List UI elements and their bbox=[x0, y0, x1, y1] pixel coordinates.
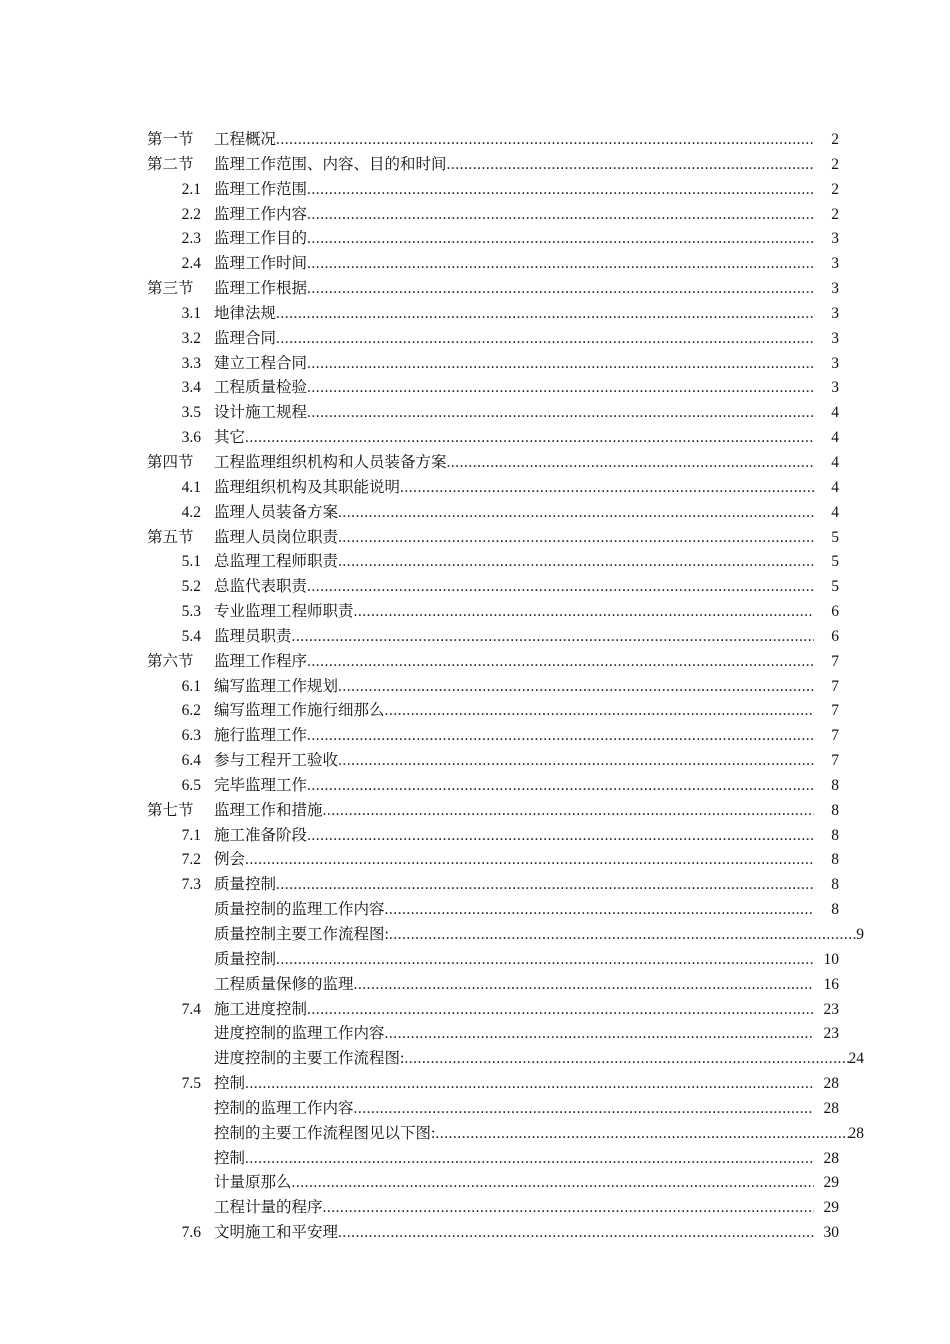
toc-entry-page: 3 bbox=[831, 379, 839, 397]
dot-leader bbox=[307, 401, 814, 426]
toc-entry[interactable] bbox=[147, 277, 867, 302]
toc-entry-title: 总监代表职责 bbox=[214, 578, 308, 596]
dot-leader bbox=[307, 178, 814, 203]
dot-leader bbox=[338, 675, 814, 700]
toc-entry-title: 监理工作根据 bbox=[214, 280, 308, 298]
toc-entry-page: 28 bbox=[823, 1099, 839, 1117]
toc-entry-title: 控制 bbox=[214, 1149, 246, 1167]
toc-entry-number: 第二节 bbox=[147, 155, 194, 173]
toc-entry[interactable] bbox=[147, 699, 867, 724]
toc-entry-page: 7 bbox=[831, 702, 839, 720]
toc-entry-page: 9 bbox=[856, 926, 864, 943]
toc-entry-page: 4 bbox=[831, 503, 839, 521]
dot-leader bbox=[404, 1047, 848, 1072]
toc-entry-number: 第三节 bbox=[147, 280, 194, 298]
dot-leader bbox=[385, 898, 814, 923]
toc-entry-page: 2 bbox=[831, 155, 839, 173]
toc-entry-number: 7.1 bbox=[181, 826, 201, 844]
dot-leader bbox=[276, 948, 814, 973]
toc-entry[interactable] bbox=[147, 327, 867, 352]
dot-leader bbox=[307, 227, 814, 252]
toc-entry-number: 5.3 bbox=[181, 603, 201, 621]
toc-entry-title: 参与工程开工验收 bbox=[214, 752, 339, 770]
dot-leader bbox=[307, 774, 814, 799]
toc-entry-number: 6.1 bbox=[181, 677, 201, 695]
dot-leader bbox=[307, 998, 814, 1023]
dot-leader bbox=[307, 724, 814, 749]
toc-entry-page: 29 bbox=[823, 1199, 839, 1217]
toc-entry[interactable] bbox=[147, 973, 867, 998]
dot-leader bbox=[307, 277, 814, 302]
toc-entry-page: 8 bbox=[831, 801, 839, 819]
toc-entry-number: 6.5 bbox=[181, 776, 201, 794]
toc-entry-number: 5.2 bbox=[181, 578, 201, 596]
toc-entry[interactable] bbox=[147, 724, 867, 749]
toc-entry-page: 8 bbox=[831, 901, 839, 919]
toc-entry-number: 3.4 bbox=[181, 379, 201, 397]
dot-leader bbox=[323, 799, 814, 824]
toc-entry-page: 10 bbox=[823, 950, 839, 968]
toc-entry-page: 3 bbox=[831, 255, 839, 273]
toc-entry-number: 3.6 bbox=[181, 429, 201, 447]
dot-leader bbox=[354, 973, 814, 998]
toc-entry-number: 第六节 bbox=[147, 652, 194, 670]
dot-leader bbox=[245, 1072, 814, 1097]
toc-entry[interactable] bbox=[147, 526, 867, 551]
dot-leader bbox=[338, 501, 814, 526]
toc-entry-number: 5.4 bbox=[181, 627, 201, 645]
dot-leader bbox=[338, 550, 814, 575]
toc-entry-number: 2.2 bbox=[181, 205, 201, 223]
dot-leader bbox=[400, 476, 814, 501]
toc-entry[interactable] bbox=[147, 1072, 867, 1097]
toc-entry-number: 4.2 bbox=[181, 503, 201, 521]
toc-entry-title: 监理工作内容 bbox=[214, 205, 308, 223]
toc-entry-title: 监理工作程序 bbox=[214, 652, 308, 670]
dot-leader bbox=[338, 526, 814, 551]
toc-entry-page: 2 bbox=[831, 180, 839, 198]
toc-entry[interactable] bbox=[147, 1196, 867, 1221]
toc-entry-page: 8 bbox=[831, 876, 839, 894]
toc-entry-title: 监理人员岗位职责 bbox=[214, 528, 339, 546]
toc-entry[interactable] bbox=[147, 352, 867, 377]
dot-leader bbox=[307, 203, 814, 228]
toc-entry-title: 计量原那么 bbox=[214, 1174, 292, 1192]
toc-entry-page: 6 bbox=[831, 603, 839, 621]
dot-leader bbox=[245, 426, 814, 451]
toc-entry-title: 质量控制 bbox=[214, 950, 277, 968]
toc-entry[interactable] bbox=[147, 848, 867, 873]
toc-entry-number: 6.3 bbox=[181, 727, 201, 745]
toc-entry-page: 2 bbox=[831, 131, 839, 148]
toc-entry[interactable] bbox=[147, 401, 867, 426]
toc-entry[interactable] bbox=[147, 1097, 867, 1122]
dot-leader bbox=[385, 1022, 814, 1047]
toc-entry-title: 工程计量的程序 bbox=[214, 1199, 323, 1217]
toc-entry-title: 监理工作范围 bbox=[214, 180, 308, 198]
toc-entry[interactable] bbox=[147, 923, 867, 948]
dot-leader bbox=[385, 699, 814, 724]
toc-entry-number: 2.3 bbox=[181, 230, 201, 248]
toc-entry-number: 7.6 bbox=[181, 1224, 201, 1242]
toc-entry-number: 7.4 bbox=[181, 1000, 201, 1018]
toc-entry-number: 第七节 bbox=[147, 801, 194, 819]
toc-entry-title: 地律法规 bbox=[214, 304, 277, 322]
toc-entry-page: 5 bbox=[831, 553, 839, 571]
toc-entry[interactable] bbox=[147, 550, 867, 575]
toc-entry[interactable] bbox=[147, 575, 867, 600]
toc-entry-number: 7.5 bbox=[181, 1075, 201, 1093]
toc-entry-page: 8 bbox=[831, 826, 839, 844]
toc-entry[interactable] bbox=[147, 302, 867, 327]
toc-entry-title: 文明施工和平安理 bbox=[214, 1224, 339, 1242]
toc-entry-page: 28 bbox=[823, 1149, 839, 1167]
toc-entry-number: 7.2 bbox=[181, 851, 201, 869]
toc-entry-title: 监理员职责 bbox=[214, 627, 292, 645]
dot-leader bbox=[276, 327, 814, 352]
toc-entry-title: 工程质量检验 bbox=[214, 379, 308, 397]
toc-entry-title: 编写监理工作施行细那么 bbox=[214, 702, 385, 720]
toc-entry-title: 编写监理工作规划 bbox=[214, 677, 339, 695]
toc-entry-number: 4.1 bbox=[181, 478, 201, 496]
dot-leader bbox=[245, 848, 814, 873]
dot-leader bbox=[292, 625, 814, 650]
toc-entry[interactable] bbox=[147, 898, 867, 923]
toc-entry[interactable] bbox=[147, 873, 867, 898]
toc-entry-title: 监理工作和措施 bbox=[214, 801, 323, 819]
toc-entry-page: 28 bbox=[823, 1075, 839, 1093]
dot-leader bbox=[307, 376, 814, 401]
dot-leader bbox=[435, 1122, 848, 1147]
toc-entry[interactable] bbox=[147, 501, 867, 526]
toc-entry-title: 质量控制 bbox=[214, 876, 277, 894]
toc-entry-title: 工程概况 bbox=[214, 131, 277, 148]
toc-entry-number: 3.3 bbox=[181, 354, 201, 372]
toc-entry-title: 施工准备阶段 bbox=[214, 826, 308, 844]
toc-entry-title: 监理工作目的 bbox=[214, 230, 308, 248]
dot-leader bbox=[323, 1196, 814, 1221]
toc-entry-page: 4 bbox=[831, 478, 839, 496]
toc-entry-page: 2 bbox=[831, 205, 839, 223]
toc-entry[interactable] bbox=[147, 1047, 867, 1072]
dot-leader bbox=[276, 128, 814, 153]
toc-entry[interactable] bbox=[147, 774, 867, 799]
dot-leader bbox=[338, 749, 814, 774]
toc-entry[interactable] bbox=[147, 650, 867, 675]
dot-leader bbox=[354, 600, 814, 625]
toc-entry-number: 6.2 bbox=[181, 702, 201, 720]
dot-leader bbox=[447, 153, 814, 178]
toc-entry-page: 7 bbox=[831, 727, 839, 745]
dot-leader bbox=[307, 252, 814, 277]
toc-entry[interactable] bbox=[147, 625, 867, 650]
toc-entry-number: 2.1 bbox=[181, 180, 201, 198]
toc-entry-number: 5.1 bbox=[181, 553, 201, 571]
toc-entry-page: 5 bbox=[831, 528, 839, 546]
toc-entry-page: 8 bbox=[831, 851, 839, 869]
toc-entry[interactable] bbox=[147, 1171, 867, 1196]
toc-entry-title: 控制的监理工作内容 bbox=[214, 1099, 354, 1117]
toc-entry[interactable] bbox=[147, 675, 867, 700]
toc-entry-title: 进度控制的监理工作内容 bbox=[214, 1025, 385, 1043]
toc-entry[interactable] bbox=[147, 227, 867, 252]
toc-entry-title: 建立工程合同 bbox=[214, 354, 308, 372]
toc-entry[interactable] bbox=[147, 451, 867, 476]
toc-entry[interactable] bbox=[147, 948, 867, 973]
toc-entry-title: 进度控制的主要工作流程图: bbox=[214, 1050, 405, 1068]
toc-entry-number: 3.5 bbox=[181, 404, 201, 422]
toc-entry[interactable] bbox=[147, 998, 867, 1023]
toc-entry-number: 第四节 bbox=[147, 453, 194, 471]
toc-entry-page: 7 bbox=[831, 752, 839, 770]
dot-leader bbox=[276, 873, 814, 898]
toc-entry-title: 质量控制的监理工作内容 bbox=[214, 901, 385, 919]
toc-entry-title: 工程质量保修的监理 bbox=[214, 975, 354, 993]
toc-entry-title: 其它 bbox=[214, 429, 246, 447]
toc-entry-page: 7 bbox=[831, 677, 839, 695]
toc-entry-page: 23 bbox=[823, 1025, 839, 1043]
dot-leader bbox=[338, 1221, 814, 1246]
toc-entry-title: 设计施工规程 bbox=[214, 404, 308, 422]
toc-entry-number: 第一节 bbox=[147, 131, 194, 148]
toc-entry[interactable] bbox=[147, 203, 867, 228]
toc-entry-page: 30 bbox=[823, 1224, 839, 1242]
toc-entry-page: 16 bbox=[823, 975, 839, 993]
table-of-contents bbox=[147, 128, 867, 1246]
dot-leader bbox=[447, 451, 814, 476]
dot-leader bbox=[354, 1097, 814, 1122]
toc-entry-title: 质量控制主要工作流程图: bbox=[214, 926, 389, 943]
toc-entry-title: 控制的主要工作流程图见以下图: bbox=[214, 1124, 436, 1142]
toc-entry[interactable] bbox=[147, 252, 867, 277]
toc-entry-page: 5 bbox=[831, 578, 839, 596]
dot-leader bbox=[292, 1171, 814, 1196]
toc-entry-page: 7 bbox=[831, 652, 839, 670]
toc-entry[interactable] bbox=[147, 600, 867, 625]
toc-entry-title: 施工进度控制 bbox=[214, 1000, 308, 1018]
toc-entry-number: 第五节 bbox=[147, 528, 194, 546]
dot-leader bbox=[276, 302, 814, 327]
dot-leader bbox=[389, 923, 856, 948]
toc-entry-title: 控制 bbox=[214, 1075, 246, 1093]
toc-entry[interactable] bbox=[147, 749, 867, 774]
toc-entry-page: 3 bbox=[831, 354, 839, 372]
toc-entry-title: 监理人员装备方案 bbox=[214, 503, 339, 521]
toc-entry-title: 监理工作范围、内容、目的和时间 bbox=[214, 155, 447, 173]
toc-entry-page: 24 bbox=[848, 1050, 864, 1068]
toc-entry[interactable] bbox=[147, 153, 867, 178]
toc-entry-page: 3 bbox=[831, 304, 839, 322]
toc-entry-title: 总监理工程师职责 bbox=[214, 553, 339, 571]
toc-entry-page: 3 bbox=[831, 230, 839, 248]
toc-entry-page: 4 bbox=[831, 404, 839, 422]
toc-entry-title: 工程监理组织机构和人员装备方案 bbox=[214, 453, 447, 471]
toc-entry[interactable] bbox=[147, 376, 867, 401]
dot-leader bbox=[307, 352, 814, 377]
toc-entry-title: 例会 bbox=[214, 851, 246, 869]
toc-entry-page: 29 bbox=[823, 1174, 839, 1192]
toc-entry-title: 完毕监理工作 bbox=[214, 776, 308, 794]
toc-entry-number: 2.4 bbox=[181, 255, 201, 273]
toc-entry[interactable] bbox=[147, 1022, 867, 1047]
toc-entry-number: 3.1 bbox=[181, 304, 201, 322]
toc-entry-title: 监理合同 bbox=[214, 329, 277, 347]
toc-entry[interactable] bbox=[147, 426, 867, 451]
toc-entry-title: 监理工作时间 bbox=[214, 255, 308, 273]
toc-entry[interactable] bbox=[147, 824, 867, 849]
toc-entry-page: 28 bbox=[848, 1124, 864, 1142]
toc-entry-title: 专业监理工程师职责 bbox=[214, 603, 354, 621]
toc-entry-title: 监理组织机构及其职能说明 bbox=[214, 478, 401, 496]
toc-entry-number: 7.3 bbox=[181, 876, 201, 894]
toc-entry-page: 4 bbox=[831, 453, 839, 471]
dot-leader bbox=[245, 1147, 814, 1172]
toc-entry-title: 施行监理工作 bbox=[214, 727, 308, 745]
toc-entry-number: 6.4 bbox=[181, 752, 201, 770]
toc-entry[interactable] bbox=[147, 178, 867, 203]
dot-leader bbox=[307, 824, 814, 849]
toc-entry[interactable] bbox=[147, 1221, 867, 1246]
dot-leader bbox=[307, 650, 814, 675]
toc-entry[interactable] bbox=[147, 799, 867, 824]
toc-entry[interactable] bbox=[147, 128, 867, 153]
toc-entry-page: 6 bbox=[831, 627, 839, 645]
toc-entry-page: 3 bbox=[831, 329, 839, 347]
toc-entry-page: 23 bbox=[823, 1000, 839, 1018]
toc-entry-page: 4 bbox=[831, 429, 839, 447]
toc-entry-number: 3.2 bbox=[181, 329, 201, 347]
toc-entry-page: 8 bbox=[831, 776, 839, 794]
toc-entry[interactable] bbox=[147, 1147, 867, 1172]
dot-leader bbox=[307, 575, 814, 600]
toc-entry-page: 3 bbox=[831, 280, 839, 298]
toc-entry[interactable] bbox=[147, 1122, 867, 1147]
toc-entry[interactable] bbox=[147, 476, 867, 501]
